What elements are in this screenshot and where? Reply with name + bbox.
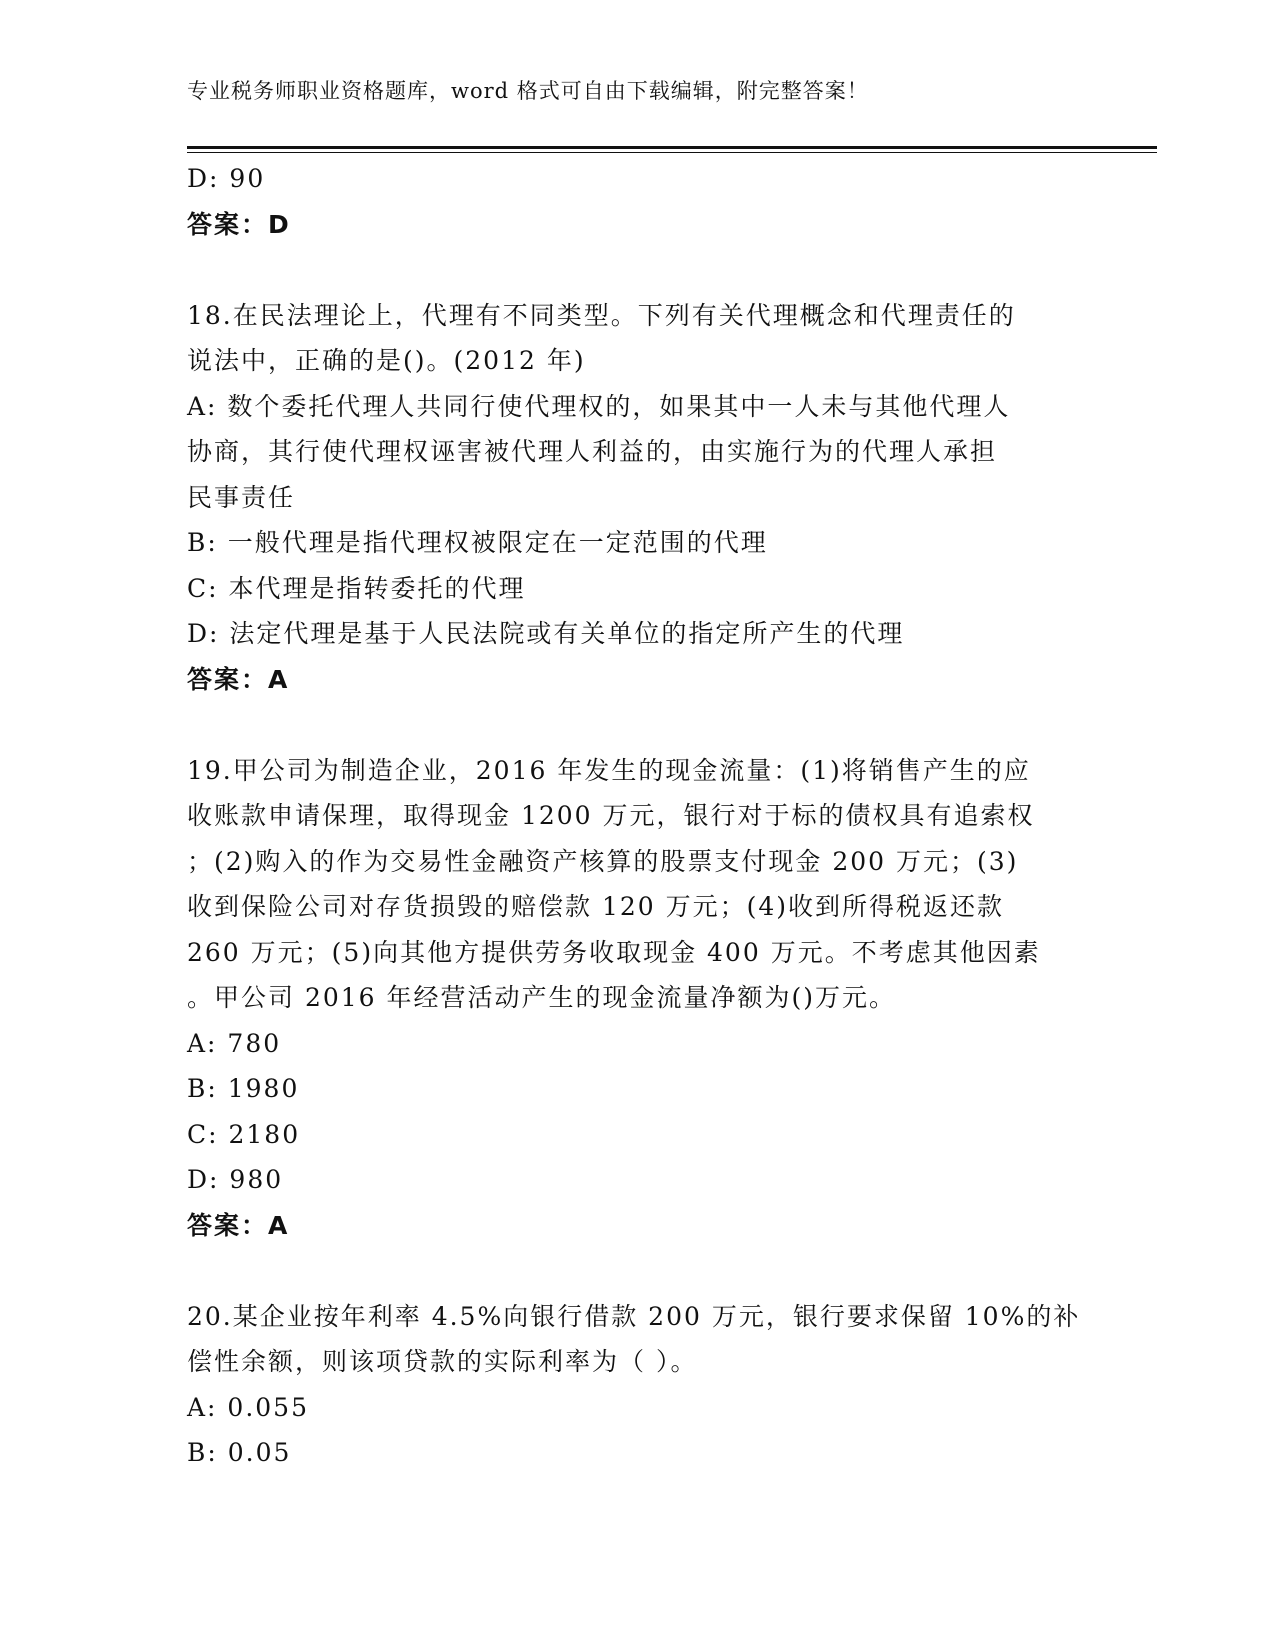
q19-answer: 答案：A xyxy=(187,1210,290,1240)
q18-option-a-line: A: 数个委托代理人共同行使代理权的，如果其中一人未与其他代理人 xyxy=(187,391,1011,421)
q19-option-a: A: 780 xyxy=(187,1028,282,1058)
q19-stem-line: 收到保险公司对存货损毁的赔偿款 120 万元；(4)收到所得税返还款 xyxy=(187,892,1005,921)
q18-option-b: B: 一般代理是指代理权被限定在一定范围的代理 xyxy=(187,528,768,557)
q19-stem-line: 。甲公司 2016 年经营活动产生的现金流量净额为()万元。 xyxy=(187,983,897,1012)
q19-option-d: D: 980 xyxy=(187,1165,284,1194)
q19-stem-line: 19.甲公司为制造企业，2016 年发生的现金流量：(1)将销售产生的应 xyxy=(187,755,1031,785)
question-19 xyxy=(187,748,1087,1249)
q18-option-d: D: 法定代理是基于人民法院或有关单位的指定所产生的代理 xyxy=(187,619,905,648)
header-divider-thin xyxy=(187,152,1157,153)
q18-option-a-line: 民事责任 xyxy=(187,482,296,512)
q20-option-a: A: 0.055 xyxy=(187,1392,309,1422)
q19-option-c: C: 2180 xyxy=(187,1119,301,1149)
question-18 xyxy=(187,293,1087,703)
page-header: 专业税务师职业资格题库，word 格式可自由下载编辑，附完整答案！ xyxy=(187,79,869,103)
q20-option-b: B: 0.05 xyxy=(187,1438,292,1467)
question-content xyxy=(187,156,1087,1476)
q20-stem-line: 20.某企业按年利率 4.5%向银行借款 200 万元，银行要求保留 10%的补 xyxy=(187,1301,1081,1331)
spacer xyxy=(187,247,1087,293)
spacer xyxy=(187,702,1087,748)
spacer xyxy=(187,1248,1087,1294)
q19-stem-line: ；(2)购入的作为交易性金融资产核算的股票支付现金 200 万元；(3) xyxy=(187,846,1019,876)
q20-stem-line: 偿性余额，则该项贷款的实际利率为（ ）。 xyxy=(187,1347,698,1376)
q18-stem-line: 说法中，正确的是()。(2012 年) xyxy=(187,346,586,375)
q18-option-c: C: 本代理是指转委托的代理 xyxy=(187,573,526,603)
q18-stem-line: 18.在民法理论上，代理有不同类型。下列有关代理概念和代理责任的 xyxy=(187,300,1016,330)
header-divider-thick xyxy=(187,146,1157,149)
q18-answer: 答案：A xyxy=(187,664,290,694)
q18-option-a-line: 协商，其行使代理权诬害被代理人利益的，由实施行为的代理人承担 xyxy=(187,437,998,466)
prev-option-d: D: 90 xyxy=(187,164,266,193)
q19-stem-line: 收账款申请保理，取得现金 1200 万元，银行对于标的债权具有追索权 xyxy=(187,801,1035,830)
question-20 xyxy=(187,1294,1087,1476)
prev-answer: 答案：D xyxy=(187,209,291,239)
q19-option-b: B: 1980 xyxy=(187,1074,300,1103)
q19-stem-line: 260 万元；(5)向其他方提供劳务收取现金 400 万元。不考虑其他因素 xyxy=(187,937,1041,967)
